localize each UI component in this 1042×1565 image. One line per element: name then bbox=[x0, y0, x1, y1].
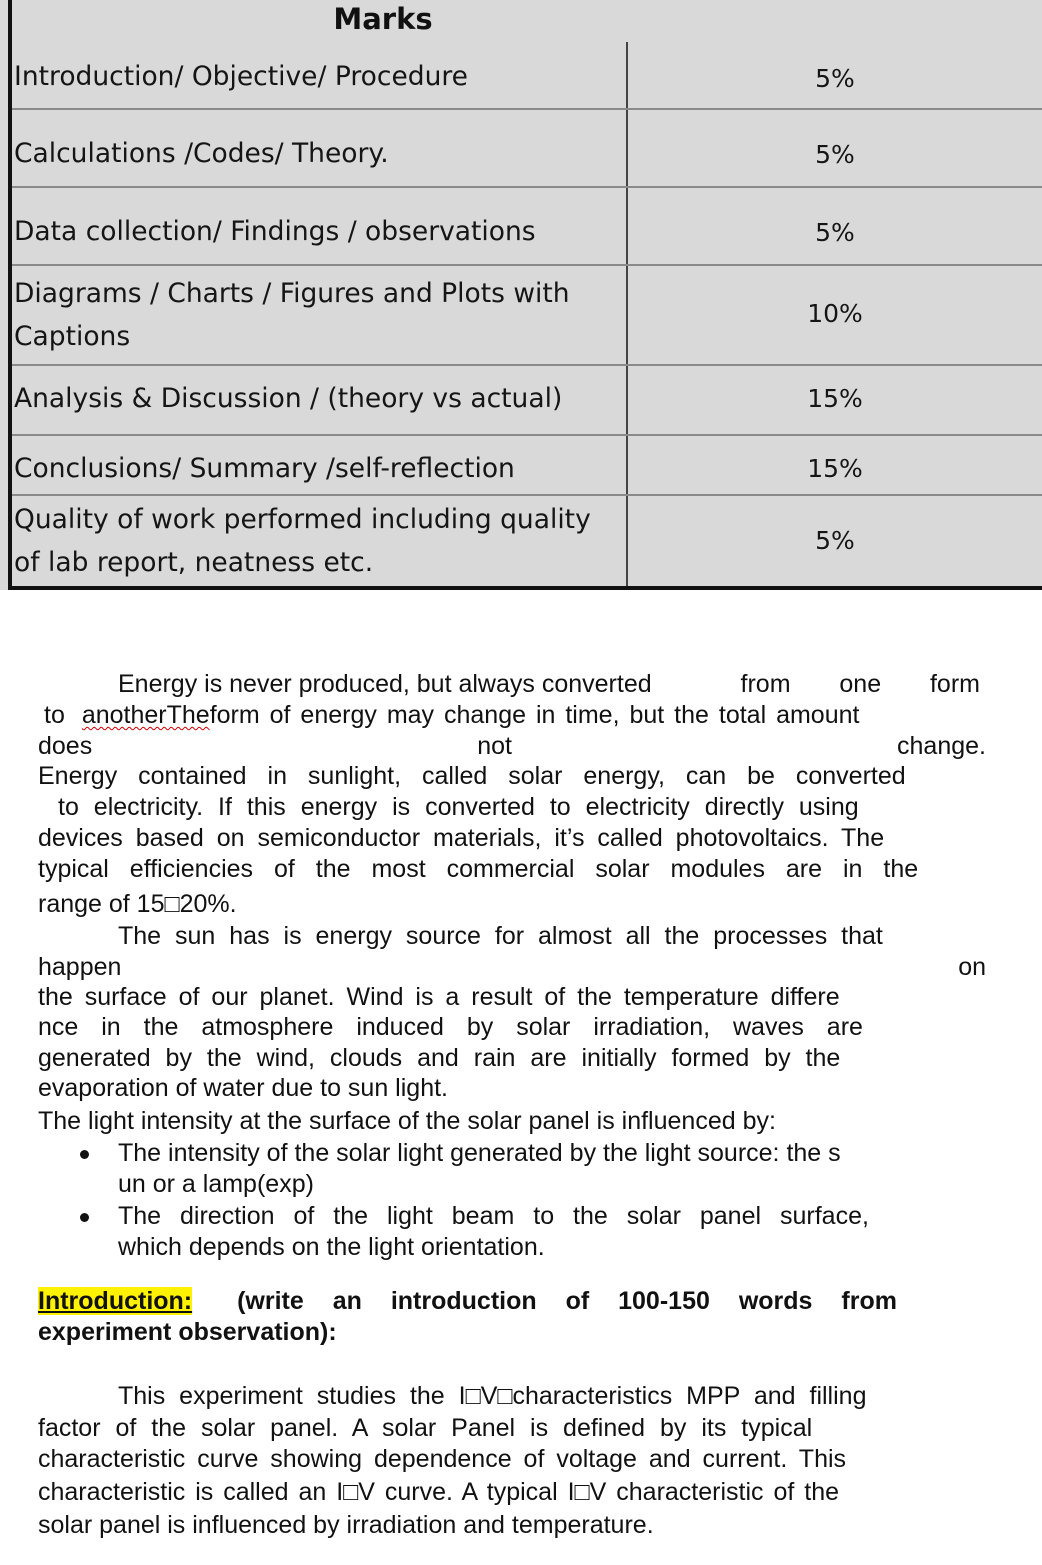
table-row bbox=[12, 266, 1042, 366]
text-line: generated by the wind, clouds and rain are initially formed by the bbox=[38, 1044, 841, 1072]
text-span: one bbox=[839, 670, 882, 698]
text-line bbox=[38, 1287, 986, 1316]
criterion: Introduction/ Objective/ Procedure bbox=[14, 61, 468, 92]
criterion-line-1: Diagrams / Charts / Figures and Plots with bbox=[14, 278, 570, 309]
table-row bbox=[12, 436, 1042, 496]
text-line: nce in the atmosphere induced by solar irradiation, waves are bbox=[38, 1013, 863, 1041]
table-row bbox=[12, 366, 1042, 436]
bullet-icon bbox=[80, 1213, 89, 1222]
criterion-line-2: of lab report, neatness etc. bbox=[14, 547, 374, 578]
text-line: The sun has is energy source for almost all the processes that bbox=[118, 922, 883, 950]
table-row bbox=[12, 110, 1042, 188]
text-span: not bbox=[477, 732, 512, 760]
text-line: range of 15□20%. bbox=[38, 890, 237, 918]
spellcheck-word: anotherThe bbox=[81, 701, 210, 729]
text-line: Energy contained in sunlight, called solar energy, can be converted bbox=[38, 762, 906, 790]
text-line: devices based on semiconductor materials, it’s called photovoltaics. The bbox=[38, 824, 885, 852]
table-row bbox=[12, 42, 1042, 110]
text-line: evaporation of water due to sun light. bbox=[38, 1074, 448, 1102]
text-line bbox=[118, 670, 980, 699]
text-span: (write an introduction of 100-150 words from bbox=[237, 1287, 897, 1315]
criterion: Conclusions/ Summary /self-reflection bbox=[14, 453, 515, 484]
percent: 5% bbox=[815, 526, 855, 555]
criterion: Data collection/ Findings / observations bbox=[14, 216, 536, 247]
text-line bbox=[44, 701, 986, 730]
text-line bbox=[38, 953, 986, 982]
paragraph-light-intensity: The light intensity at the surface of the solar panel is influenced by: bbox=[38, 1107, 776, 1135]
text-line: solar panel is influenced by irradiation and temperature. bbox=[38, 1511, 654, 1539]
list-item: The direction of the light beam to the solar panel surface, bbox=[118, 1202, 869, 1230]
table-title: Marks bbox=[333, 2, 433, 36]
text-span: to bbox=[44, 701, 65, 729]
criterion: Analysis & Discussion / (theory vs actual) bbox=[14, 383, 563, 414]
marks-table bbox=[0, 0, 1042, 590]
percent: 5% bbox=[815, 64, 855, 93]
text-span: does bbox=[38, 732, 93, 760]
text-line: the surface of our planet. Wind is a result of the temperature differe bbox=[38, 983, 840, 1011]
text-line: factor of the solar panel. A solar Panel is defined by its typical bbox=[38, 1414, 813, 1442]
criterion-line-1: Quality of work performed including quality bbox=[14, 504, 591, 535]
text-span: from bbox=[740, 670, 791, 698]
percent: 15% bbox=[807, 454, 863, 483]
list-item-continuation: which depends on the light orientation. bbox=[118, 1233, 545, 1261]
text-line: to electricity. If this energy is converted to electricity directly using bbox=[58, 793, 859, 821]
percent: 10% bbox=[807, 299, 863, 328]
percent: 5% bbox=[815, 140, 855, 169]
percent: 5% bbox=[815, 218, 855, 247]
text-line: characteristic curve showing dependence of voltage and current. This bbox=[38, 1445, 847, 1473]
bullet-icon bbox=[80, 1150, 89, 1159]
text-span: Energy is never produced, but always converted bbox=[118, 670, 652, 698]
criterion: Calculations /Codes/ Theory. bbox=[14, 138, 389, 169]
percent: 15% bbox=[807, 384, 863, 413]
text-span: form bbox=[929, 670, 980, 698]
text-line: experiment observation): bbox=[38, 1318, 337, 1346]
text-span: on bbox=[958, 953, 986, 981]
table-bottom-border bbox=[8, 586, 1042, 590]
text-line: characteristic is called an I□V curve. A typical I□V characteristic of the bbox=[38, 1478, 840, 1506]
text-line: typical efficiencies of the most commercial solar modules are in the bbox=[38, 855, 919, 883]
text-line: This experiment studies the I□V□characteristics MPP and filling bbox=[118, 1382, 867, 1410]
list-item: The intensity of the solar light generated by the light source: the s bbox=[118, 1139, 841, 1167]
text-span: happen bbox=[38, 953, 122, 981]
text-line bbox=[38, 732, 986, 761]
list-item-continuation: un or a lamp(exp) bbox=[118, 1170, 314, 1198]
table-row bbox=[12, 496, 1042, 586]
text-span: change. bbox=[897, 732, 986, 760]
table-row bbox=[12, 188, 1042, 266]
introduction-label: Introduction: bbox=[38, 1287, 193, 1315]
criterion-line-2: Captions bbox=[14, 321, 131, 352]
text-span: form of energy may change in time, but the total amount bbox=[209, 701, 860, 729]
